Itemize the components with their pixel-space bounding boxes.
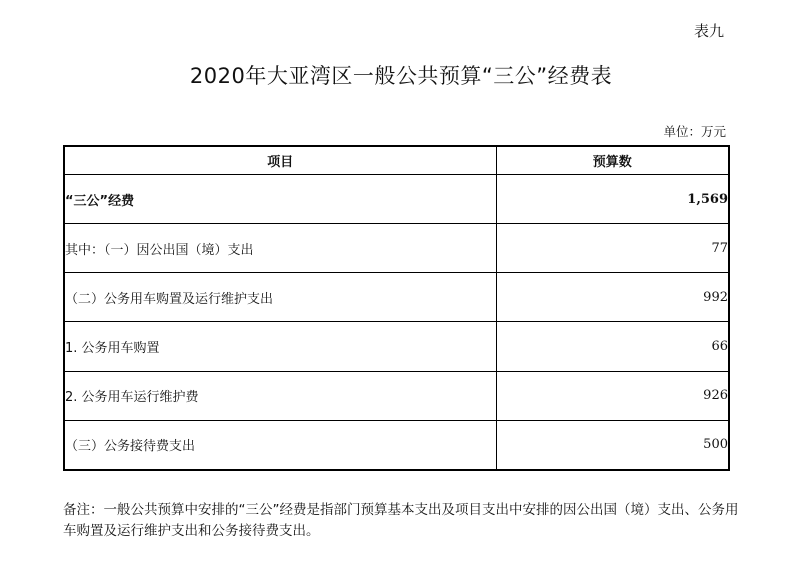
table-number: 表九 <box>693 22 724 40</box>
row-label-reception: （三）公务接待费支出 <box>64 420 496 470</box>
table-header-row <box>64 146 729 175</box>
row-amount-overseas: 77 <box>496 224 729 273</box>
header-item: 项目 <box>64 146 496 175</box>
header-amount: 预算数 <box>496 146 729 175</box>
row-label-total: “三公”经费 <box>64 175 496 224</box>
footnote: 备注：一般公共预算中安排的“三公”经费是指部门预算基本支出及项目支出中安排的因公出国（境）支出、公务用车购置及运行维护支出和公务接待费支出。 <box>63 502 739 539</box>
row-label-vehicle-purchase: 1. 公务用车购置 <box>64 322 496 371</box>
row-label-vehicle-maintenance: 2. 公务用车运行维护费 <box>64 371 496 420</box>
unit-label: 单位：万元 <box>663 124 726 139</box>
row-amount-reception: 500 <box>496 420 729 470</box>
table-row <box>64 224 729 273</box>
table-row <box>64 175 729 224</box>
row-label-overseas: 其中：（一）因公出国（境）支出 <box>64 224 496 273</box>
row-amount-vehicles: 992 <box>496 273 729 322</box>
row-amount-total: 1,569 <box>496 175 729 224</box>
table-row <box>64 273 729 322</box>
row-amount-vehicle-maintenance: 926 <box>496 371 729 420</box>
table-row <box>64 371 729 420</box>
page-title: 2020年大亚湾区一般公共预算“三公”经费表 <box>189 64 613 88</box>
row-label-vehicles: （二）公务用车购置及运行维护支出 <box>64 273 496 322</box>
table-row <box>64 420 729 470</box>
budget-table <box>63 145 730 471</box>
table-row <box>64 322 729 371</box>
row-amount-vehicle-purchase: 66 <box>496 322 729 371</box>
